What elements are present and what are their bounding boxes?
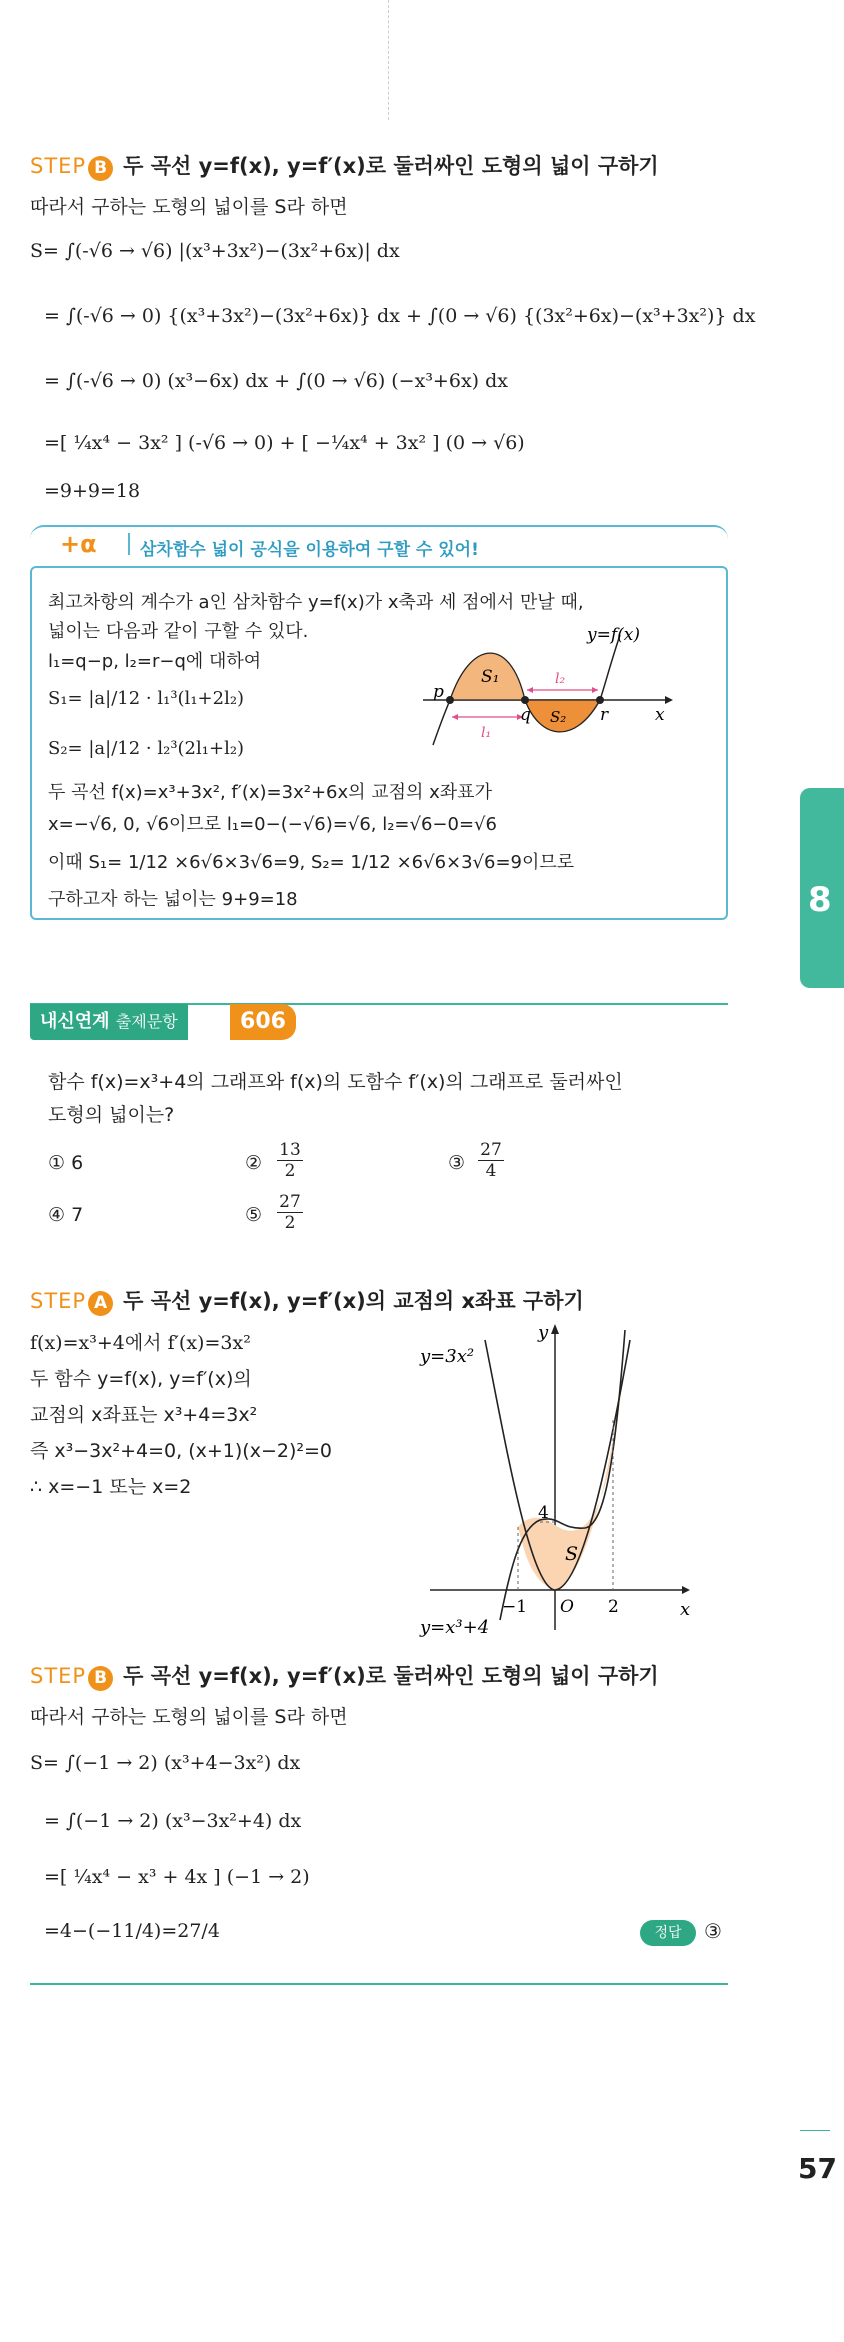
step-b2-eq-4: =4−(−11/4)=27/4 — [44, 1920, 220, 1942]
label-r: r — [600, 705, 609, 725]
tip-line-2: 넓이는 다음과 같이 구할 수 있다. — [48, 621, 309, 642]
choice-2[interactable]: ② — [245, 1152, 263, 1174]
label-two: 2 — [608, 1597, 619, 1617]
step-b2-eq-1: S= ∫(−1 → 2) (x³+4−3x²) dx — [30, 1752, 301, 1774]
label-s1: S₁ — [481, 667, 500, 687]
problem-number: 606 — [230, 1004, 296, 1040]
step-a-title: 두 곡선 y=f(x), y=f′(x)의 교점의 x좌표 구하기 — [123, 1289, 584, 1313]
cubic-area-graph — [415, 620, 685, 760]
step-b2-intro: 따라서 구하는 도형의 넓이를 S라 하면 — [30, 1706, 348, 1728]
tip-line-1: 최고차항의 계수가 a인 삼차함수 y=f(x)가 x축과 세 점에서 만날 때, — [48, 592, 584, 613]
label-q: q — [520, 705, 531, 725]
chapter-tab-number: 8 — [808, 880, 832, 920]
step-b2-badge: B — [88, 1666, 113, 1691]
choice-3[interactable]: ③ — [448, 1152, 466, 1174]
label-s2: S₂ — [550, 708, 567, 726]
tip-formula-s1: S₁= |a|/12 · l₁³(l₁+2l₂) — [48, 688, 245, 709]
answer-value: ③ — [704, 1919, 722, 1943]
tip-line-6: 두 곡선 f(x)=x³+3x², f′(x)=3x²+6x의 교점의 x좌표가 — [48, 782, 492, 803]
step-b-intro: 따라서 구하는 도형의 넓이를 S라 하면 — [30, 196, 348, 218]
label-y-3x2: y=3x² — [420, 1346, 475, 1367]
intersection-graph — [410, 1320, 700, 1640]
step-b2-eq-3: =[ ¼x⁴ − x³ + 4x ] (−1 → 2) — [44, 1866, 310, 1888]
tip-line-9: 구하고자 하는 넓이는 9+9=18 — [48, 889, 298, 910]
equation-4: =[ ¼x⁴ − 3x² ] (-√6 → 0) + [ −¼x⁴ + 3x² ] (0 → √6) — [44, 432, 525, 454]
step-b-title: 두 곡선 y=f(x), y=f′(x)로 둘러싸인 도형의 넓이 구하기 — [123, 154, 659, 178]
label-x: x — [655, 705, 665, 725]
step-b2-title: 두 곡선 y=f(x), y=f′(x)로 둘러싸인 도형의 넓이 구하기 — [123, 1664, 659, 1688]
label-four: 4 — [538, 1503, 549, 1523]
equation-5: =9+9=18 — [44, 480, 141, 502]
bottom-rule — [30, 1983, 728, 1985]
tip-line-8: 이때 S₁= 1/12 ×6√6×3√6=9, S₂= 1/12 ×6√6×3√6=9이므로 — [48, 852, 575, 873]
problem-text-2: 도형의 넓이는? — [48, 1104, 175, 1126]
step-a-line-2: 두 함수 y=f(x), y=f′(x)의 — [30, 1368, 252, 1390]
label-s: S — [565, 1543, 579, 1565]
equation-1: S= ∫(-√6 → √6) |(x³+3x²)−(3x²+6x)| dx — [30, 240, 400, 262]
choice-5[interactable]: ⑤ — [245, 1204, 263, 1226]
label-p: p — [433, 682, 444, 702]
step-a-line-4: 즉 x³−3x²+4=0, (x+1)(x−2)²=0 — [30, 1440, 332, 1462]
label-l2: l₂ — [555, 671, 566, 687]
step-b-heading: STEP B 두 곡선 y=f(x), y=f′(x)로 둘러싸인 도형의 넓이 구하기 — [30, 150, 659, 181]
page-number: 57 — [798, 2152, 837, 2185]
tip-formula-s2: S₂= |a|/12 · l₂³(2l₁+l₂) — [48, 738, 245, 759]
step-a-line-5: ∴ x=−1 또는 x=2 — [30, 1476, 192, 1498]
tip-line-3: l₁=q−p, l₂=r−q에 대하여 — [48, 651, 262, 672]
step-a-heading: STEP A 두 곡선 y=f(x), y=f′(x)의 교점의 x좌표 구하기 — [30, 1285, 584, 1316]
equation-2: = ∫(-√6 → 0) {(x³+3x²)−(3x²+6x)} dx + ∫(0 → √6) {(3x²+6x)−(x³+3x²)} dx — [44, 305, 756, 327]
choice-3-fraction: 27 4 — [478, 1140, 504, 1181]
choice-4[interactable]: ④ 7 — [48, 1204, 84, 1226]
fold-guide — [388, 0, 389, 120]
step-a-line-3: 교점의 x좌표는 x³+4=3x² — [30, 1404, 258, 1426]
choice-2-fraction: 13 2 — [277, 1140, 303, 1181]
label-y-x3-4: y=x³+4 — [420, 1617, 490, 1638]
equation-3: = ∫(-√6 → 0) (x³−6x) dx + ∫(0 → √6) (−x³+6x) dx — [44, 370, 508, 392]
answer-badge: 정답 — [640, 1920, 696, 1946]
choice-5-fraction: 27 2 — [277, 1192, 303, 1233]
tip-line-7: x=−√6, 0, √6이므로 l₁=0−(−√6)=√6, l₂=√6−0=√6 — [48, 814, 497, 835]
axis-y-label: y — [538, 1322, 549, 1343]
step-b2-heading: STEP B 두 곡선 y=f(x), y=f′(x)로 둘러싸인 도형의 넓이 구하기 — [30, 1660, 659, 1691]
tip-divider — [128, 533, 130, 555]
label-neg1: −1 — [502, 1597, 528, 1617]
plus-alpha-icon: +α — [60, 530, 97, 558]
label-l1: l₁ — [481, 725, 492, 741]
step-b2-eq-2: = ∫(−1 → 2) (x³−3x²+4) dx — [44, 1810, 302, 1832]
step-a-line-1: f(x)=x³+4에서 f′(x)=3x² — [30, 1332, 251, 1354]
tip-title: 삼차함수 넓이 공식을 이용하여 구할 수 있어! — [140, 540, 479, 560]
page-num-rule — [800, 2130, 830, 2131]
choice-1[interactable]: ① 6 — [48, 1152, 84, 1174]
problem-badge: 내신연계 출제문항 — [30, 1004, 188, 1040]
label-origin: O — [560, 1597, 574, 1617]
label-yfx: y=f(x) — [587, 625, 640, 645]
step-b-badge: B — [88, 156, 113, 181]
problem-text-1: 함수 f(x)=x³+4의 그래프와 f(x)의 도함수 f′(x)의 그래프로 둘러싸인 — [48, 1071, 623, 1093]
step-a-badge: A — [88, 1291, 113, 1316]
axis-x-label: x — [680, 1599, 691, 1620]
